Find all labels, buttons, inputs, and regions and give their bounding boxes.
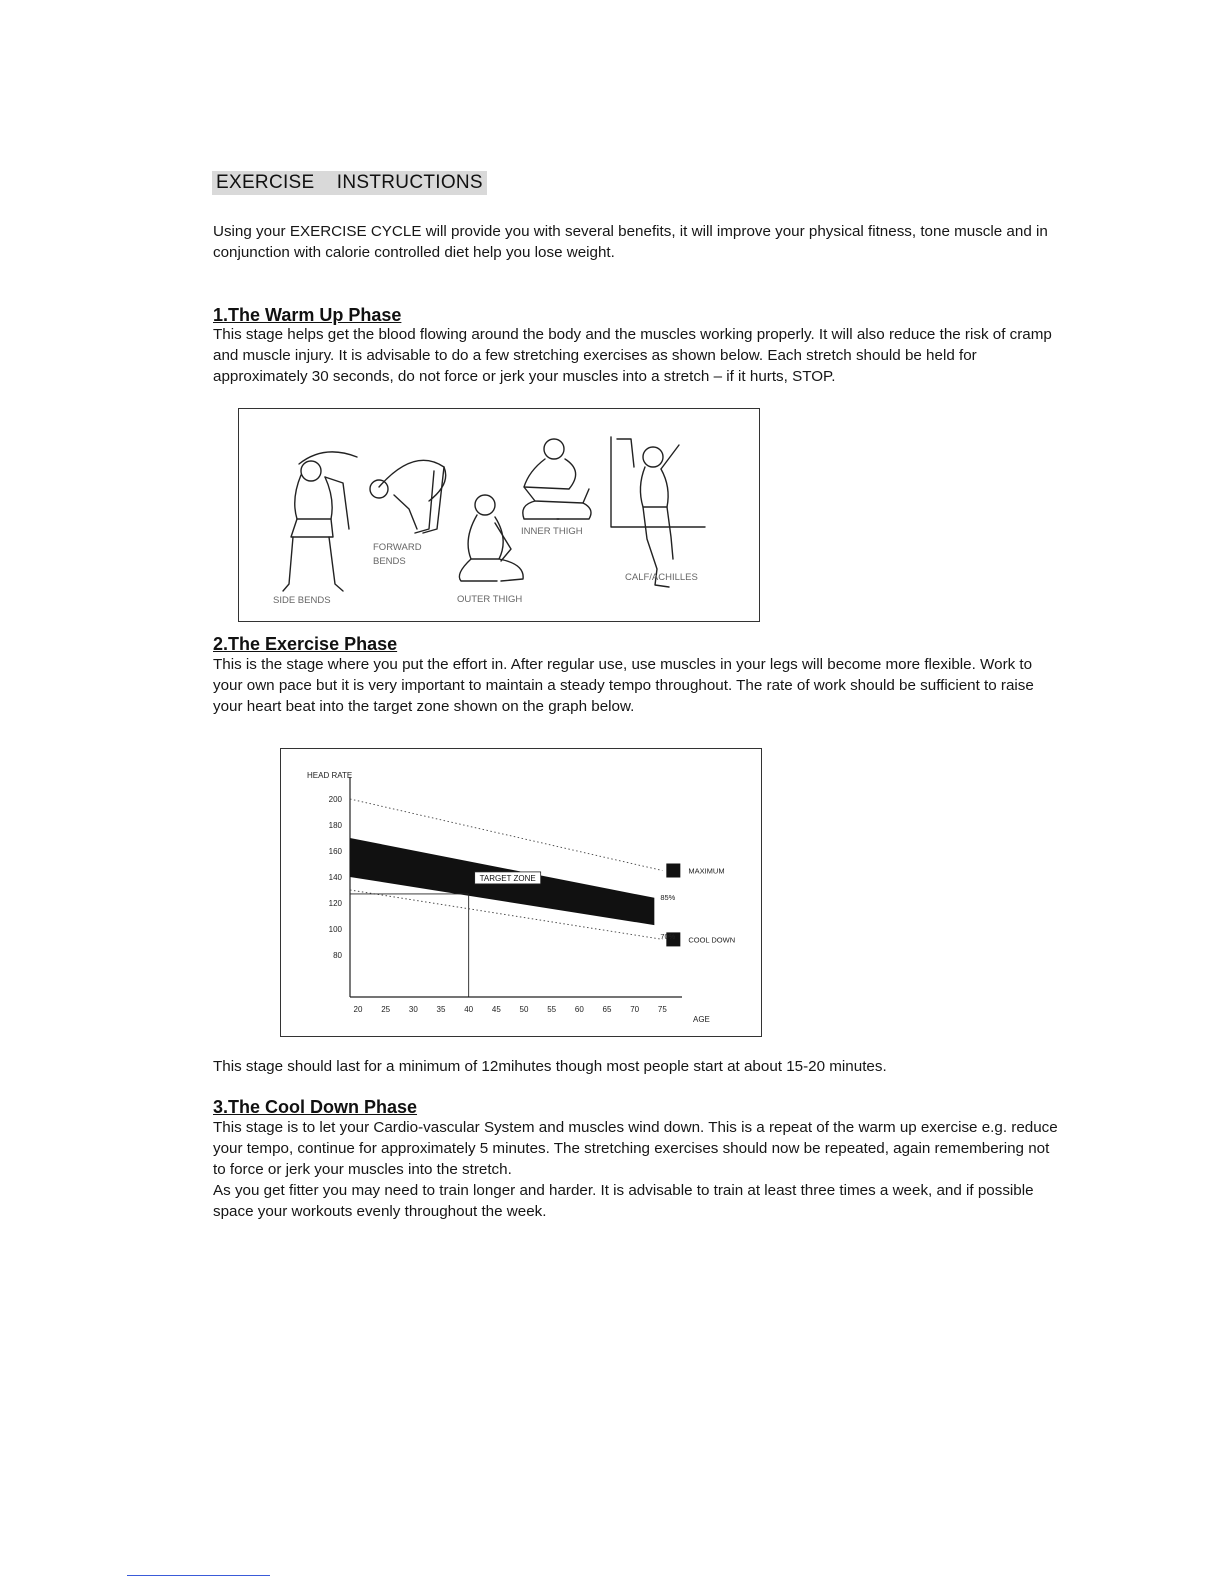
page-title: EXERCISE INSTRUCTIONS — [212, 171, 487, 195]
y-tick-label-100: 100 — [328, 925, 342, 934]
x-tick-label-55: 55 — [547, 1005, 557, 1014]
exercise-heading: 2.The Exercise Phase — [213, 634, 398, 654]
series-marker-maximum — [666, 864, 680, 878]
exercise-paragraph: This is the stage where you put the effort in. After regular use, use muscles in your legs will become more flexible. Work to your own pace but it is very important to maintain a steady tempo throughout. The rate of work should be sufficient to raise your heart beat into the target zone shown on the graph below. — [213, 656, 1034, 715]
warmup-paragraph: This stage helps get the blood flowing around the body and the muscles working properly. It will also reduce the risk of cramp and muscle injury. It is advisable to do a few stretching exercises as shown below. Each stretch should be held for approximately 30 seconds, do not force or jerk your muscles into a stretch – if it hurts, STOP. — [213, 326, 1052, 385]
heart-rate-chart-svg — [281, 749, 763, 1038]
heart-rate-chart — [280, 748, 762, 1037]
x-tick-label-30: 30 — [408, 1005, 418, 1014]
label-calf-achilles: CALF/ACHILLES — [625, 572, 698, 583]
band-label-pct-70: 70% — [660, 932, 676, 942]
x-tick-label-65: 65 — [602, 1005, 612, 1014]
y-tick-label-80: 80 — [333, 951, 342, 960]
intro-paragraph: Using your EXERCISE CYCLE will provide you with several benefits, it will improve your physical fitness, tone muscle and in conjunction with calorie controlled diet help you lose weight. — [213, 223, 1048, 261]
target-zone-label: TARGET ZONE — [479, 873, 536, 883]
stretching-illustration — [239, 409, 761, 623]
y-tick-label-180: 180 — [328, 821, 342, 830]
label-forward-bends-2: BENDS — [373, 556, 406, 567]
label-outer-thigh: OUTER THIGH — [457, 594, 523, 605]
stretching-figure — [238, 408, 760, 622]
cooldown-paragraph: This stage is to let your Cardio-vascular System and muscles wind down. This is a repeat of the warm up exercise e.g. reduce your tempo, continue for approximately 5 minutes. The stretching exercises should now be repeated, again remembering not to force or jerk your muscles into the stretch. — [213, 1119, 1058, 1178]
warmup-heading: 1.The Warm Up Phase — [213, 305, 402, 325]
x-tick-label-35: 35 — [436, 1005, 446, 1014]
label-side-bends: SIDE BENDS — [273, 595, 331, 606]
x-tick-label-25: 25 — [381, 1005, 391, 1014]
x-axis-label: AGE — [693, 1015, 710, 1024]
x-tick-label-20: 20 — [353, 1005, 363, 1014]
footer-rule — [127, 1575, 270, 1576]
y-tick-label-140: 140 — [328, 873, 342, 882]
exercise-duration-paragraph: This stage should last for a minimum of 12mihutes though most people start at about 15-20 minutes. — [213, 1058, 887, 1075]
inner-thigh-figure — [523, 439, 591, 519]
y-tick-label-200: 200 — [328, 795, 342, 804]
forward-bends-figure — [370, 460, 446, 533]
x-tick-label-40: 40 — [464, 1005, 474, 1014]
training-frequency-paragraph: As you get fitter you may need to train longer and harder. It is advisable to train at least three times a week, and if possible space your workouts evenly throughout the week. — [213, 1182, 1034, 1220]
side-bends-figure — [283, 452, 357, 591]
calf-achilles-figure — [611, 437, 705, 587]
label-inner-thigh: INNER THIGH — [521, 526, 583, 537]
x-tick-label-70: 70 — [630, 1005, 640, 1014]
cooldown-heading: 3.The Cool Down Phase — [213, 1097, 418, 1117]
series-label-cool-down: COOL DOWN — [688, 935, 736, 945]
x-tick-label-45: 45 — [491, 1005, 501, 1014]
x-tick-label-50: 50 — [519, 1005, 529, 1014]
band-label-pct-85: 85% — [660, 892, 676, 902]
label-forward-bends-1: FORWARD — [373, 542, 422, 553]
x-tick-label-60: 60 — [574, 1005, 584, 1014]
x-tick-label-75: 75 — [657, 1005, 667, 1014]
outer-thigh-figure — [459, 495, 523, 581]
y-tick-label-160: 160 — [328, 847, 342, 856]
y-axis-label: HEAD RATE — [307, 771, 353, 780]
series-label-maximum: MAXIMUM — [688, 866, 725, 876]
y-tick-label-120: 120 — [328, 899, 342, 908]
